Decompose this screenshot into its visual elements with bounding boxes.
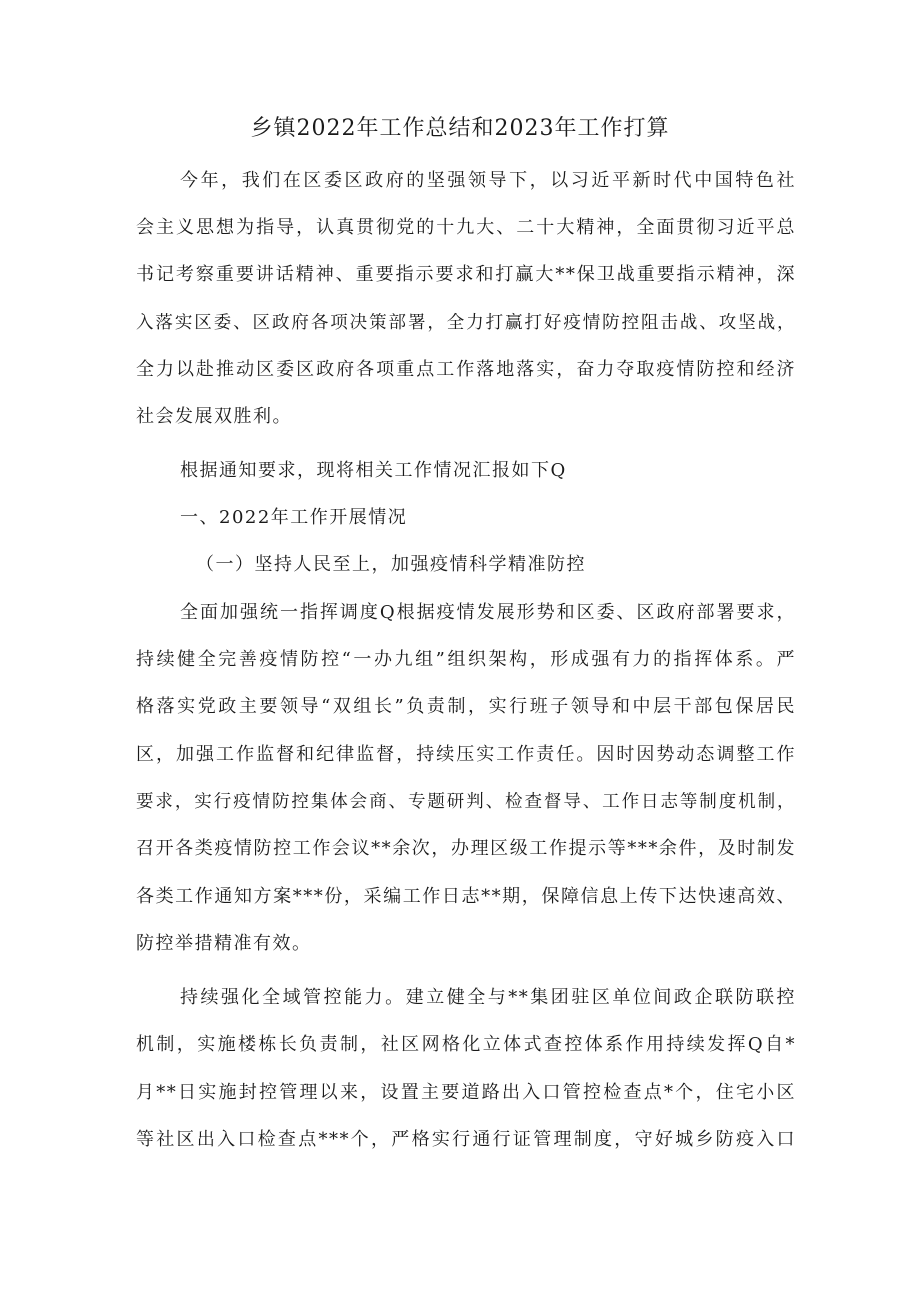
subsection-heading: （一）坚持人民至上，加强疫情科学精准防控: [196, 554, 586, 575]
paragraph-line: 入落实区委、区政府各项决策部署，全力打赢打好疫情防控阻击战、攻坚战，: [136, 313, 796, 333]
paragraph-line: 召开各类疫情防控工作会议**余次，办理区级工作提示等***余件，及时制发: [136, 838, 796, 859]
paragraph-line: 持续健全完善疫情防控“一办九组”组织架构，形成强有力的指挥体系。严: [136, 649, 796, 670]
paragraph-line: 全力以赴推动区委区政府各项重点工作落地落实，奋力夺取疫情防控和经济: [136, 359, 796, 380]
paragraph-line: 会主义思想为指导，认真贯彻党的十九大、二十大精神，全面贯彻习近平总: [136, 217, 796, 238]
paragraph-line: 月**日实施封控管理以来，设置主要道路出入口管控检查点*个，住宅小区: [136, 1082, 796, 1103]
paragraph-line: 根据通知要求，现将相关工作情况汇报如下Q: [180, 460, 567, 481]
paragraph-line: 全面加强统一指挥调度Q根据疫情发展形势和区委、区政府部署要求，: [180, 602, 796, 623]
paragraph-line: 今年，我们在区委区政府的坚强领导下，以习近平新时代中国特色社: [180, 170, 796, 191]
paragraph-line: 机制，实施楼栋长负责制，社区网格化立体式查控体系作用持续发挥Q自*: [136, 1034, 796, 1055]
section-heading: 一、2022年工作开展情况: [180, 507, 408, 528]
document-title: 乡镇2022年工作总结和2023年工作打算: [250, 116, 670, 141]
paragraph-line: 等社区出入口检查点***个，严格实行通行证管理制度，守好城乡防疫入口: [136, 1129, 796, 1150]
paragraph-line: 防控举措精准有效。: [136, 933, 312, 954]
paragraph-line: 书记考察重要讲话精神、重要指示要求和打赢大**保卫战重要指示精神，深: [136, 264, 796, 285]
paragraph-line: 要求，实行疫情防控集体会商、专题研判、检查督导、工作日志等制度机制，: [136, 792, 796, 812]
paragraph-line: 格落实党政主要领导“双组长”负责制，实行班子领导和中层干部包保居民: [136, 696, 796, 717]
paragraph-line: 各类工作通知方案***份，采编工作日志**期，保障信息上传下达快速高效、: [136, 886, 796, 907]
paragraph-line: 区，加强工作监督和纪律监督，持续压实工作责任。因时因势动态调整工作: [136, 744, 796, 765]
paragraph-line: 社会发展双胜利。: [136, 406, 292, 427]
paragraph-line: 持续强化全域管控能力。建立健全与**集团驻区单位间政企联防联控: [180, 987, 796, 1008]
